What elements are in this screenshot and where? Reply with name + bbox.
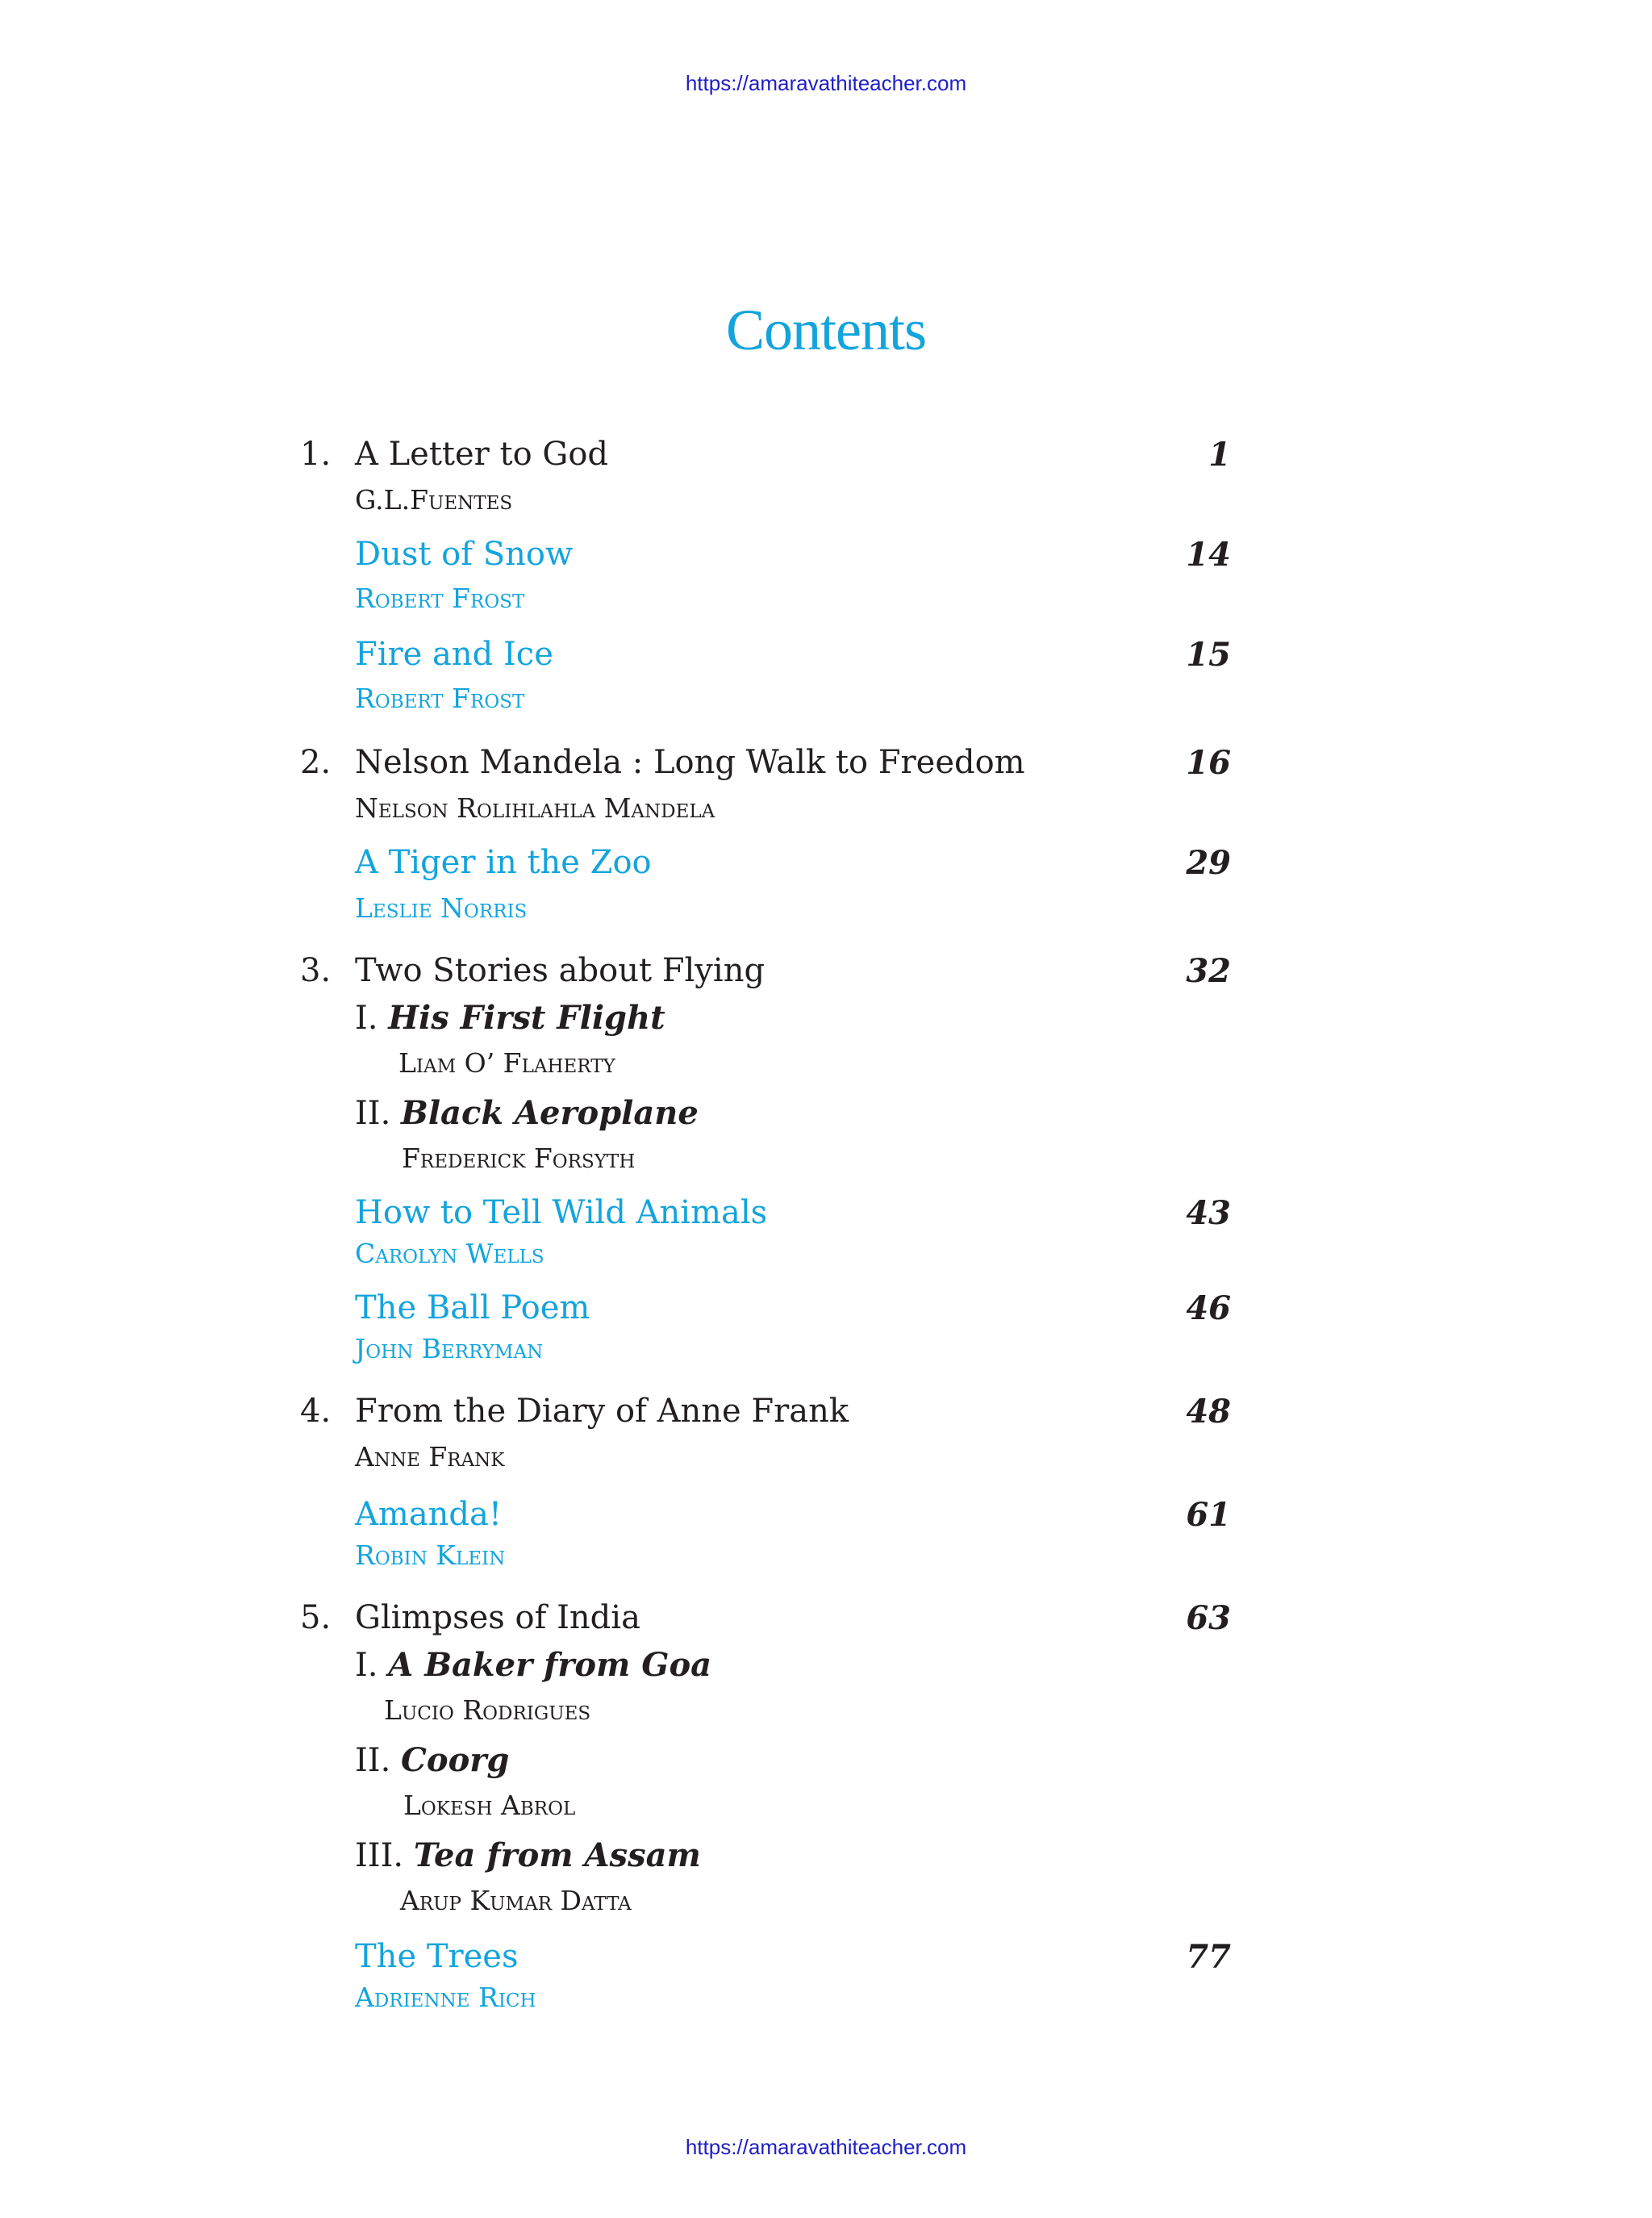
header-url-link[interactable]: https://amaravathiteacher.com: [685, 71, 967, 95]
toc-entry: [0, 952, 1652, 1174]
entry-page-number: 16: [1186, 744, 1231, 782]
entry-title: The Ball Poem: [355, 1289, 590, 1326]
entry-title: The Trees: [355, 1938, 519, 1975]
entry-author: Robin Klein: [355, 1539, 506, 1571]
entry-title: Amanda!: [355, 1496, 502, 1533]
sub-entry-author: Liam O’ Flaherty: [398, 1047, 615, 1079]
entry-title: Dust of Snow: [355, 536, 574, 573]
sub-entry-title: Black Aeroplane: [401, 1094, 699, 1132]
sub-entry-title: His First Flight: [388, 999, 665, 1037]
toc-entry: [0, 844, 1652, 924]
entry-page-number: 46: [1186, 1289, 1231, 1327]
entry-author: John Berryman: [355, 1333, 544, 1364]
page-title: Contents: [725, 298, 926, 362]
toc-entry: [0, 744, 1652, 824]
toc-entry: [0, 1496, 1652, 1571]
sub-entry: [355, 1094, 699, 1132]
sub-entry: [355, 1646, 711, 1684]
sub-entry-numeral: I.: [355, 1000, 378, 1037]
sub-entry-author: Lucio Rodrigues: [384, 1694, 591, 1726]
entry-title: A Tiger in the Zoo: [355, 844, 652, 881]
sub-entry-author: Frederick Forsyth: [402, 1142, 636, 1174]
sub-entry-numeral: II.: [355, 1095, 391, 1132]
entry-title: Fire and Ice: [355, 636, 553, 673]
sub-entry-title: A Baker from Goa: [388, 1646, 712, 1684]
entry-author: Anne Frank: [355, 1441, 505, 1472]
entry-author: Robert Frost: [355, 583, 525, 614]
entry-title: Two Stories about Flying: [355, 952, 766, 989]
entry-page-number: 61: [1186, 1496, 1231, 1534]
entry-title: How to Tell Wild Animals: [355, 1194, 768, 1231]
entry-author: Carolyn Wells: [355, 1238, 544, 1269]
sub-entry-numeral: I.: [355, 1647, 378, 1684]
entry-title: A Letter to God: [355, 436, 609, 473]
entry-page-number: 77: [1186, 1938, 1231, 1976]
entry-page-number: 1: [1208, 436, 1231, 474]
entry-page-number: 48: [1186, 1393, 1231, 1431]
sub-entry: [355, 1836, 701, 1874]
entry-page-number: 29: [1186, 844, 1231, 882]
entry-author: Adrienne Rich: [355, 1982, 536, 2013]
toc-entry: [0, 1289, 1652, 1364]
chapter-number: 3.: [300, 952, 332, 989]
entry-author: G.L.Fuentes: [355, 484, 513, 516]
chapter-number: 4.: [300, 1393, 332, 1430]
toc-entry: [0, 636, 1652, 714]
entry-page-number: 32: [1186, 952, 1231, 990]
entry-page-number: 43: [1186, 1194, 1231, 1232]
chapter-number: 1.: [300, 436, 332, 473]
toc-entry: [0, 1599, 1652, 1916]
sub-entry: [355, 999, 665, 1037]
toc-entry: [0, 1938, 1652, 2013]
toc-entry: [0, 536, 1652, 614]
entry-author: Leslie Norris: [355, 892, 528, 924]
entry-author: Robert Frost: [355, 683, 525, 714]
chapter-number: 2.: [300, 744, 332, 781]
sub-entry-numeral: III.: [355, 1837, 404, 1874]
entry-title: Nelson Mandela : Long Walk to Freedom: [355, 744, 1025, 781]
entry-page-number: 15: [1186, 636, 1231, 674]
sub-entry-numeral: II.: [355, 1742, 391, 1779]
entry-title: From the Diary of Anne Frank: [355, 1393, 849, 1430]
chapter-number: 5.: [300, 1599, 332, 1636]
sub-entry-title: Tea from Assam: [413, 1836, 701, 1874]
toc-entry: [0, 1194, 1652, 1269]
sub-entry: [355, 1741, 509, 1779]
sub-entry-author: Lokesh Abrol: [403, 1790, 576, 1821]
entry-page-number: 63: [1186, 1599, 1231, 1637]
sub-entry-author: Arup Kumar Datta: [400, 1885, 632, 1916]
entry-page-number: 14: [1186, 536, 1231, 574]
entry-author: Nelson Rolihlahla Mandela: [355, 792, 715, 824]
sub-entry-title: Coorg: [401, 1741, 510, 1779]
entry-title: Glimpses of India: [355, 1599, 640, 1636]
footer-url-link[interactable]: https://amaravathiteacher.com: [685, 2135, 967, 2159]
